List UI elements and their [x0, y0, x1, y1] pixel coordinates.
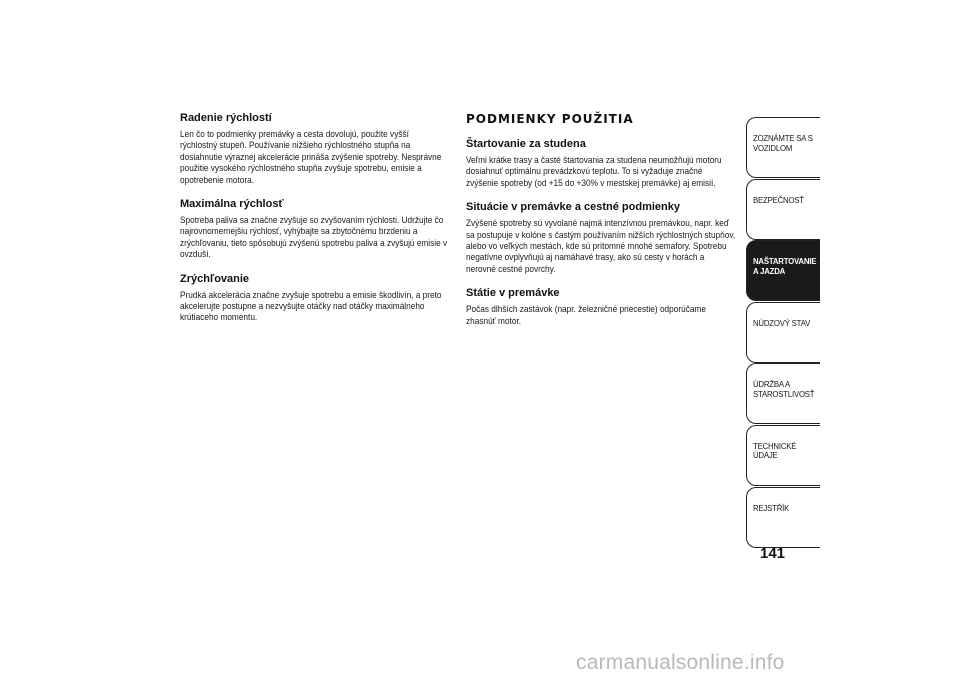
tab-zoznamte-sa-s-vozidlom[interactable]: ZOZNÁMTE SA S VOZIDLOM [746, 117, 820, 178]
heading-statie-v-premavke: Státie v premávke [466, 287, 560, 300]
tab-nudzovy-stav[interactable]: NÚDZOVÝ STAV [746, 302, 820, 363]
text-situacie-v-premavke: Zvýšené spotreby sú vyvolané najmä intenzívnou premávkou, napr. keď sa postupuje v kolóne s častým používaním nižších rýchlostných stupňov, alebo vo veľkých mestách, kde sú prítomné mnohé semafory. Spotrebu negatívne ovplyvňujú aj namáhavé trasy, ako sú cesty v horách a nerovné cestné povrchy. [466, 218, 736, 274]
section-zrychlovanie [180, 273, 448, 324]
tab-nastartovanie-a-jazda[interactable]: NAŠTARTOVANIE A JAZDA [746, 240, 820, 301]
tab-udrzba-a-starostlivost[interactable]: ÚDRŽBA A STAROSTLIVOSŤ [746, 363, 820, 424]
heading-situacie-v-premavke: Situácie v premávke a cestné podmienky [466, 201, 680, 214]
text-startovanie-za-studena: Veľmi krátke trasy a časté štartovania za studena neumožňujú motoru dosiahnuť optimálnu prevádzkovú teplotu. To si vyžaduje značné zvýšenie spotreby (od +15 do +30% v mestskej premávke) aj emisií. [466, 155, 722, 188]
section-radenie [180, 112, 448, 186]
left-column [180, 112, 448, 336]
text-maximalna-rychlost: Spotreba paliva sa značne zvyšuje so zvyšovaním rýchlosti. Udržujte čo najrovnomernejšiu rýchlosť, vyhýbajte sa zbytočnému brzdeniu a zrýchľovaniu, tieto spôsobujú zvýšenú spotrebu paliva a zvyšujú emisie v ovzduší. [180, 215, 448, 260]
page-number: 141 [760, 545, 786, 562]
heading-maximalna-rychlost: Maximálna rýchlosť [180, 198, 284, 211]
section-startovanie [466, 138, 736, 189]
text-zrychlovanie: Prudká akcelerácia značne zvyšuje spotrebu a emisie škodlivín, a preto akcelerujte postupne a nezvyšujte otáčky nad otáčky maximálneho krútiaceho momentu. [180, 289, 442, 323]
tab-bezpecnost[interactable]: BEZPEČNOSŤ [746, 179, 820, 240]
section-title-podmienky-pouzitia: PODMIENKY POUŽITIA [466, 112, 634, 126]
section-situacie [466, 201, 736, 275]
watermark: carmanualsonline.info [576, 651, 785, 674]
tab-technicke-udaje[interactable]: TECHNICKÉ ÚDAJE [746, 425, 820, 486]
text-radenie-rychlosti: Len čo to podmienky premávky a cesta dovolujú, použite vyšší rýchlostný stupeň. Používanie nižšieho rýchlostného stupňa na dosiahnutie výraznej akcelerácie prináša zvýšenie spotreby. Nesprávne použitie vysokého rýchlostného stupňa zvyšuje spotrebu, emisie a opotrebenie motora. [180, 129, 442, 185]
chapter-tabs [746, 117, 820, 548]
section-statie [466, 287, 736, 327]
heading-startovanie-za-studena: Štartovanie za studena [466, 138, 586, 150]
text-statie-v-premavke: Počas dlhších zastávok (napr. železničné priecestie) odporúčame zhasnúť motor. [466, 304, 706, 326]
heading-radenie-rychlosti: Radenie rýchlostí [180, 112, 272, 124]
section-maximalna-rychlost [180, 198, 448, 261]
tab-rejstrik[interactable]: REJSTŘÍK [746, 487, 820, 548]
right-column [466, 112, 736, 339]
heading-zrychlovanie: Zrýchľovanie [180, 272, 250, 285]
